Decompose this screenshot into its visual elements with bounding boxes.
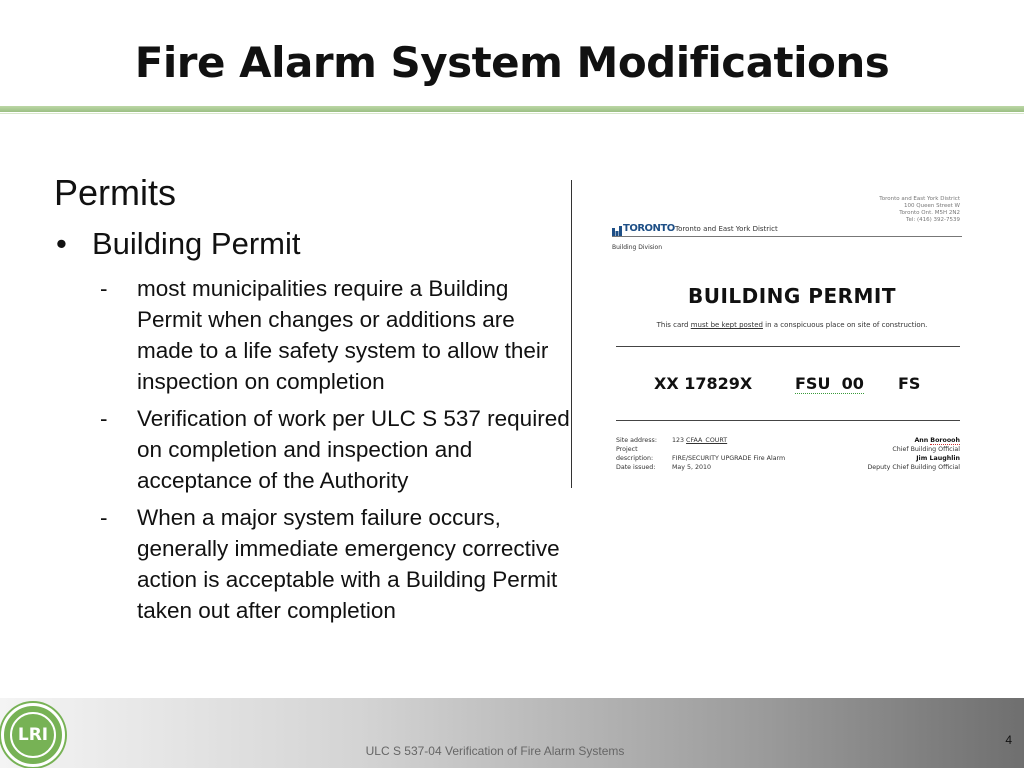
official-title: Deputy Chief Building Official: [867, 464, 960, 471]
date-row: [616, 463, 785, 472]
permit-number-part: 00: [841, 374, 864, 393]
address-line: Toronto and East York District: [879, 196, 960, 202]
official2-name: Jim Laughlin: [916, 455, 960, 462]
sub-item-text: When a major system failure occurs, generally immediate emergency corrective action is acceptable with a Building Permit taken out after completion: [137, 505, 560, 623]
permit-number-part: FSU: [795, 374, 831, 393]
building-permit-card: [606, 190, 966, 480]
permit-rule-bottom: [616, 420, 960, 421]
permit-number-part: FS: [898, 374, 921, 393]
building-division: Building Division: [612, 244, 663, 251]
permit-number-fsu-group: [795, 374, 864, 394]
permit-details: [616, 436, 785, 472]
footer-text: ULC S 537-04 Verification of Fire Alarm Systems: [365, 744, 625, 758]
site-number: 123: [672, 437, 685, 444]
sub-item: [100, 502, 570, 626]
sub-item-dash: -: [100, 505, 108, 530]
permit-rule-top: [616, 346, 960, 347]
sub-item: [100, 403, 570, 496]
title-divider-thin: [0, 113, 1024, 114]
toronto-logo-row: [612, 224, 962, 237]
site-address-row: [616, 436, 785, 445]
page-number: 4: [1005, 733, 1012, 747]
permit-officials: [867, 436, 960, 472]
permit-title: BUILDING PERMIT: [687, 284, 897, 308]
sub-item-list: [100, 273, 570, 632]
project-label: Project description:: [616, 446, 654, 462]
bullet-label: Building Permit: [92, 226, 301, 261]
project-value: FIRE/SECURITY UPGRADE Fire Alarm: [672, 455, 786, 462]
official1-last: Boroooh: [930, 437, 960, 444]
project-row: [616, 445, 785, 463]
site-street: CFAA_COURT: [686, 437, 728, 444]
sub-item: [100, 273, 570, 397]
sub-item-dash: -: [100, 406, 108, 431]
official1-first: Ann: [914, 437, 929, 444]
slide-title: Fire Alarm System Modifications: [134, 38, 890, 87]
address-line: Tel: (416) 392-7539: [906, 217, 960, 223]
district-address: [879, 196, 960, 224]
date-value: May 5, 2010: [672, 464, 712, 471]
note-underlined: must be kept posted: [690, 321, 763, 329]
bullet-marker: •: [56, 226, 67, 261]
section-heading: Permits: [54, 172, 177, 213]
official-title: Chief Building Official: [892, 446, 960, 453]
date-label: Date issued:: [616, 464, 656, 471]
sub-item-dash: -: [100, 276, 108, 301]
bullet-building-permit: [56, 226, 300, 262]
sub-item-text: Verification of work per ULC S 537 required on completion and inspection and acceptance of the Authority: [137, 406, 570, 493]
permit-number-part: XX 17829X: [654, 374, 753, 393]
address-line: Toronto Ont. M5H 2N2: [899, 210, 960, 216]
site-label: Site address:: [616, 437, 657, 444]
city-hall-icon: [612, 224, 622, 236]
toronto-logo-word: TORONTO: [623, 223, 675, 234]
sub-item-text: most municipalities require a Building Permit when changes or additions are made to a life safety system to allow their inspection on completion: [137, 276, 549, 394]
official-name: [867, 454, 960, 463]
vertical-divider: [571, 180, 572, 488]
official-name: [867, 436, 960, 445]
logo-district: Toronto and East York District: [675, 225, 778, 233]
title-divider: [0, 106, 1024, 112]
note-prefix: This card: [656, 321, 691, 329]
permit-note: [606, 321, 978, 329]
lri-logo-text: LRI: [10, 712, 56, 758]
address-line: 100 Queen Street W: [904, 203, 960, 209]
note-suffix: in a conspicuous place on site of construction.: [762, 321, 928, 329]
